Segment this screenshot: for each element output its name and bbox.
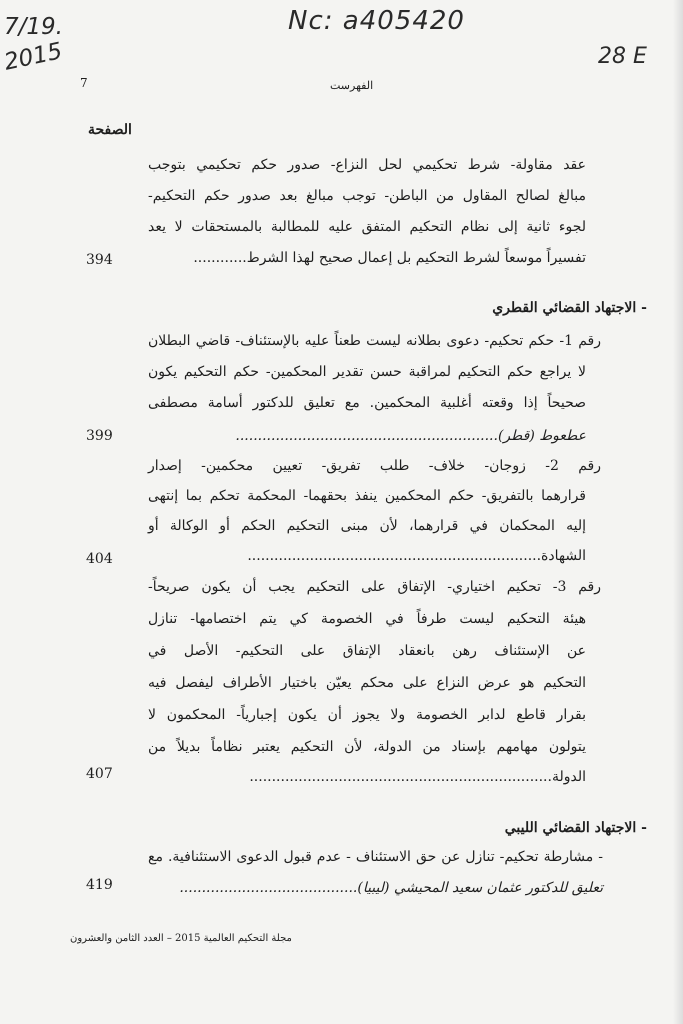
handwritten-corner-note: 28 E	[598, 44, 647, 69]
entry-4-line-7: الدولة....................................................................	[249, 769, 586, 785]
entry-2-line-2: لا يراجع حكم التحكيم لمراقبة حسن تقدير المحكمين- حكم التحكيم يكون	[148, 364, 586, 380]
contents-title: الفهرست	[330, 79, 374, 92]
entry-2-line-3: صحيحاً إذا وقعته أغلبية المحكمين. مع تعليق للدكتور أسامة مصطفى	[148, 395, 586, 411]
entry-3-line-3: إليه المحكمان في قرارهما، لأن مبنى التحكيم الحكم أو الوكالة أو	[148, 518, 586, 534]
section-heading-libya: - الاجتهاد القضائي الليبي	[504, 820, 647, 836]
entry-4-line-5: بقرار قاطع لدابر الخصومة ولا يجوز أن يكون إجبارياً- المحكمون لا	[148, 707, 586, 723]
entry-2-page: 399	[86, 428, 113, 444]
entry-2-line-1: رقم 1- حكم تحكيم- دعوى بطلانه ليست طعناً عليه بالإستئناف- قاضي البطلان	[148, 333, 601, 349]
entry-4-line-4: التحكيم هو عرض النزاع على محكم يعيّن باختيار الأطراف ليفصل فيه	[148, 675, 586, 691]
entry-1-page: 394	[86, 252, 113, 268]
entry-4-line-6: يتولون مهامهم بإسناد من الدولة، لأن التحكيم يعتبر نظاماً بديلاً من	[148, 739, 586, 755]
entry-3-line-1: رقم 2- زوجان- خلاف- طلب تفريق- تعيين محكمين- إصدار	[148, 458, 601, 474]
entry-2-line-4: عطعوط (قطر)...........................................................	[235, 428, 586, 444]
section-heading-qatar: - الاجتهاد القضائي القطري	[492, 300, 647, 316]
entry-1-line-1: عقد مقاولة- شرط تحكيمي لحل النزاع- صدور حكم تحكيمي بتوجب	[148, 157, 586, 173]
handwritten-year: 2015	[1, 38, 65, 76]
page-edge	[673, 0, 683, 1024]
handwritten-catalog-number: Nc: a405420	[288, 6, 465, 36]
entry-5-line-1: - مشارطة تحكيم- تنازل عن حق الاستئناف - عدم قبول الدعوى الاستئنافية. مع	[148, 849, 603, 865]
entry-4-page: 407	[86, 766, 113, 782]
entry-4-line-2: هيئة التحكيم ليست طرفاً في الخصومة كي يتم اختصامها- تنازل	[148, 611, 586, 627]
entry-5-page: 419	[86, 877, 113, 893]
page-footer: مجلة التحكيم العالمية 2015 – العدد الثامن والعشرون	[70, 933, 292, 944]
entry-1-line-4: تفسيراً موسعاً لشرط التحكيم بل إعمال صحيح لهذا الشرط............	[193, 250, 586, 266]
entry-3-line-4: الشهادة..................................................................	[247, 548, 586, 564]
entry-1-line-3: لجوء ثانية إلى نظام التحكيم المتفق عليه للمطالبة بالمستحقات لا يعد	[148, 219, 586, 235]
entry-5-line-2: تعليق للدكتور عثمان سعيد المحيشي (ليبيا)........................................	[179, 880, 603, 896]
page-column-header: الصفحة	[88, 122, 132, 138]
page-number: 7	[80, 76, 88, 90]
entry-4-line-1: رقم 3- تحكيم اختياري- الإتفاق على التحكيم يجب أن يكون صريحاً-	[148, 579, 601, 595]
entry-3-line-2: قرارهما بالتفريق- حكم المحكمين ينفذ بحقهما- المحكمة تحكم بما إنتهى	[148, 488, 586, 504]
handwritten-date: 7/19.	[4, 14, 63, 40]
entry-3-page: 404	[86, 551, 113, 567]
entry-1-line-2: مبالغ لصالح المقاول من الباطن- توجب مبالغ بعد صدور حكم التحكيم-	[148, 188, 586, 204]
entry-4-line-3: عن الإستئناف رهن بانعقاد الإتفاق على التحكيم- الأصل في	[148, 643, 586, 659]
